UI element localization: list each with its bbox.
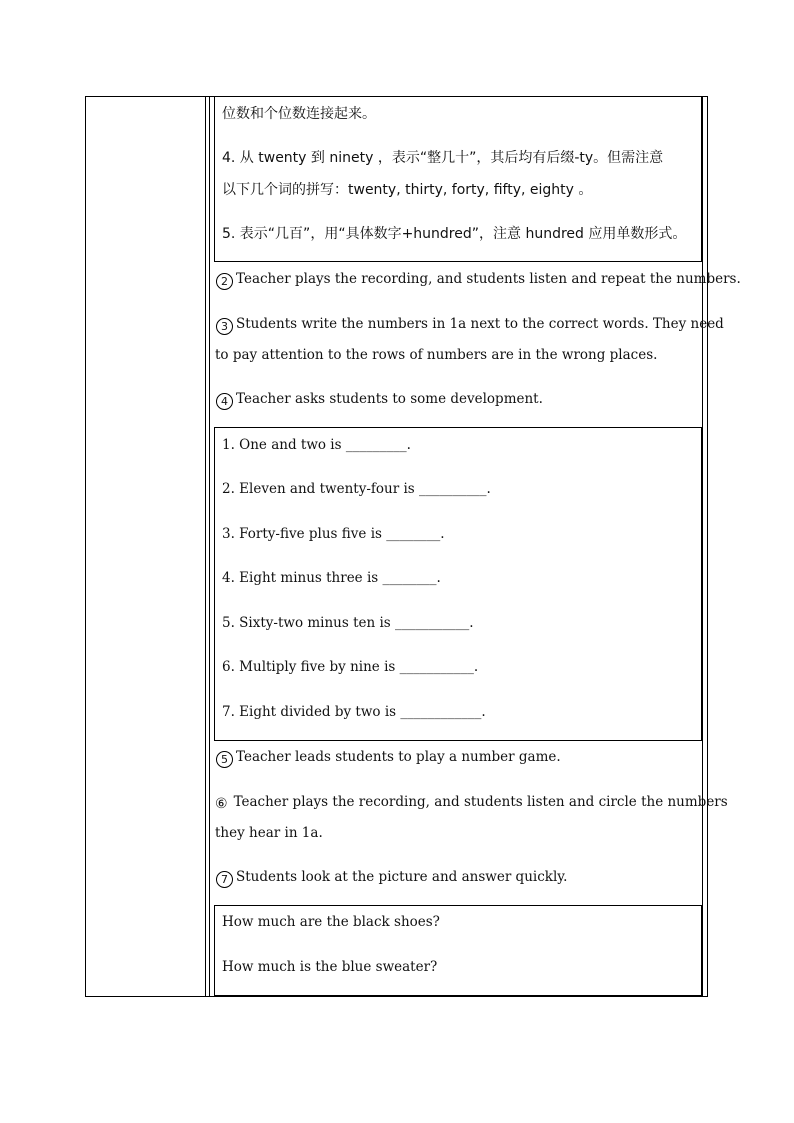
notes-line: 位数和个位数连接起来。 — [222, 106, 376, 122]
exercise-item: 5. Sixty-two minus ten is ___________. — [222, 615, 474, 631]
notes-line: 以下几个词的拼写：twenty, thirty, forty, fifty, eighty 。 — [222, 182, 593, 198]
step-text: Teacher asks students to some development. — [236, 391, 543, 407]
step-text: Students look at the picture and answer quickly. — [236, 869, 568, 885]
step-7 — [216, 868, 567, 888]
notes-line: 5. 表示“几百”，用“具体数字+hundred”，注意 hundred 应用单数形式。 — [222, 226, 687, 242]
step-6 — [215, 793, 728, 812]
step-number: 7 — [216, 871, 233, 888]
exercise-item: 7. Eight divided by two is ____________. — [222, 704, 486, 720]
step-6-cont: they hear in 1a. — [215, 825, 323, 841]
step-number: 3 — [216, 318, 233, 335]
step-text: Teacher plays the recording, and students listen and repeat the numbers. — [236, 271, 741, 287]
step-5 — [216, 748, 561, 768]
step-number: ⑥ — [215, 796, 228, 812]
step-number: 2 — [216, 273, 233, 290]
exercise-item: 6. Multiply five by nine is ___________. — [222, 659, 479, 675]
step-3-cont: to pay attention to the rows of numbers are in the wrong places. — [215, 347, 658, 363]
column-divider — [209, 96, 210, 997]
step-3 — [216, 315, 724, 335]
step-number: 4 — [216, 393, 233, 410]
column-divider — [702, 96, 703, 997]
exercise-item: 3. Forty-five plus five is ________. — [222, 526, 445, 542]
step-2 — [216, 270, 741, 290]
column-divider — [205, 96, 206, 997]
exercise-item: 4. Eight minus three is ________. — [222, 570, 441, 586]
step-number: 5 — [216, 751, 233, 768]
step-text: Students write the numbers in 1a next to the correct words. They need — [236, 316, 724, 332]
exercise-item: 2. Eleven and twenty-four is __________. — [222, 481, 491, 497]
question-item: How much are the black shoes? — [222, 914, 440, 930]
exercise-item: 1. One and two is _________. — [222, 437, 411, 453]
step-text: Teacher plays the recording, and students listen and circle the numbers — [233, 794, 728, 810]
step-text: Teacher leads students to play a number game. — [236, 749, 561, 765]
question-item: How much is the blue sweater? — [222, 959, 438, 975]
notes-line: 4. 从 twenty 到 ninety ，表示“整几十”，其后均有后缀-ty。但需注意 — [222, 150, 664, 166]
step-4 — [216, 390, 543, 410]
